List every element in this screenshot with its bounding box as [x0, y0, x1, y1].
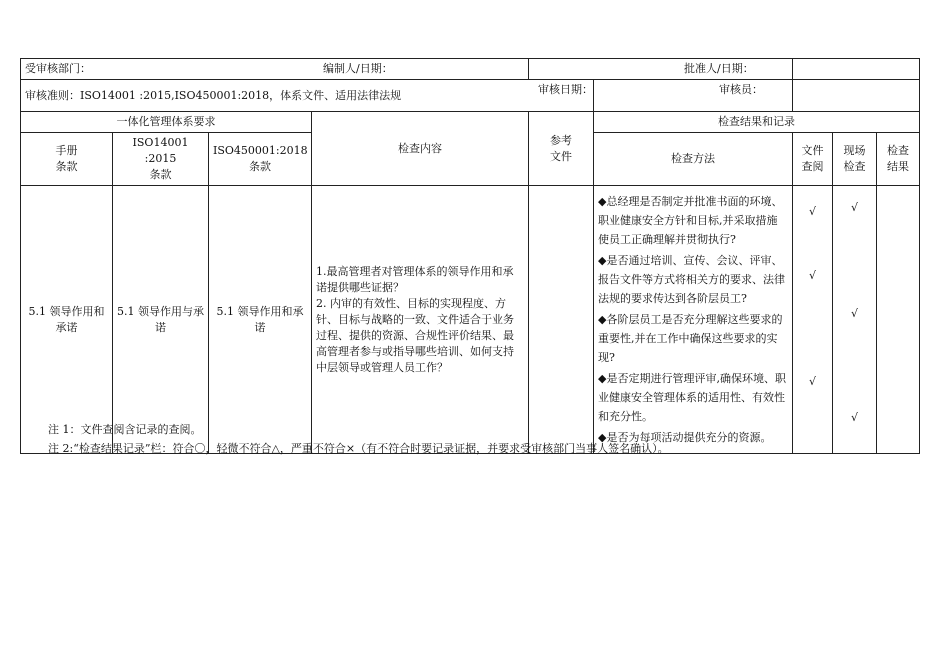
reference-docs-header: [529, 112, 594, 186]
iso45001-clause-label-1: ISO450001:2018: [213, 144, 308, 157]
doc-review-header: [793, 133, 833, 186]
method-item: ◆各阶层员工是否充分理解这些要求的重要性,并在工作中确保这些要求的实现?: [598, 313, 783, 364]
doc-review-label-1: 文件: [801, 144, 824, 157]
row-site-check-marks[interactable]: [833, 186, 877, 454]
check-mark-icon: √: [850, 307, 858, 320]
check-mark-icon: √: [850, 201, 858, 214]
row-manual-clause-text: 5.1 领导作用和承诺: [28, 304, 105, 334]
audit-checklist: [20, 58, 919, 454]
audit-criteria-label: 审核准则：ISO14001 :2015,ISO450001:2018，体系文件、适用法律法规: [25, 88, 402, 102]
check-mark-icon: √: [808, 375, 816, 388]
prepared-by-label: 编制人/日期：: [323, 62, 393, 75]
requirements-group-label: 一体化管理体系要求: [116, 115, 216, 128]
manual-clause-header: [21, 133, 113, 186]
method-item: ◆是否通过培训、宣传、会议、评审、报告文件等方式将相关方的要求、法律法规的要求传达到各阶层员工?: [598, 254, 785, 305]
check-mark-icon: √: [808, 205, 816, 218]
audit-table: [20, 58, 920, 454]
reference-docs-label-2: 文件: [550, 149, 572, 163]
reference-docs-label-1: 参考: [550, 133, 572, 147]
check-mark-icon: √: [850, 411, 858, 424]
check-method-header: [594, 133, 793, 186]
audited-dept-cell[interactable]: [21, 59, 529, 80]
footnotes: [48, 420, 908, 458]
iso45001-clause-label-2: 条款: [249, 160, 271, 173]
doc-review-label-2: 查阅: [801, 160, 824, 173]
site-check-label-1: 现场: [843, 144, 866, 157]
site-check-header: [833, 133, 877, 186]
site-check-label-2: 检查: [843, 160, 866, 173]
manual-clause-label-1: 手册: [55, 144, 78, 157]
results-group-header: [594, 112, 920, 133]
method-item: ◆是否定期进行管理评审,确保环境、职业健康安全管理体系的适用性、有效性和充分性。: [598, 372, 786, 423]
audit-criteria-cell: [21, 80, 594, 112]
check-result-label-1: 检查: [887, 144, 909, 157]
row-iso14001-clause: [113, 186, 209, 454]
check-method-label: 检查方法: [671, 152, 715, 165]
row-check-content-text: 1.最高管理者对管理体系的领导作用和承诺提供哪些证据？ 2. 内审的有效性、目标的实现程度、方针、目标与战略的一致、文件适合于业务过程、提供的资源、合规性评价结果、最高管理者参与或指导哪些培训、如何支持中层领导或管理人员工作？: [316, 264, 514, 374]
iso14001-clause-label-2: 条款: [149, 168, 172, 181]
check-content-label: 检查内容: [398, 141, 442, 155]
footnote-1: 注 1：文件查阅含记录的查阅。: [48, 423, 202, 436]
row-check-content: [312, 186, 529, 454]
check-mark-icon: √: [808, 269, 816, 282]
method-item: ◆总经理是否制定并批准书面的环境、职业健康安全方针和目标,并采取措施使员工正确理解并贯彻执行?: [598, 195, 783, 246]
approved-by-label: 批准人/日期：: [684, 62, 754, 75]
method-item: ◆是否为每项活动提供充分的资源。: [598, 431, 772, 444]
row-check-methods: [594, 186, 793, 454]
iso45001-clause-header: [209, 133, 312, 186]
iso14001-clause-header: [113, 133, 209, 186]
requirements-group-header: [21, 112, 312, 133]
iso14001-clause-label-1: ISO14001 :2015: [132, 136, 189, 165]
auditor-label: 审核员：: [719, 83, 763, 96]
row-iso45001-clause: [209, 186, 312, 454]
row-iso45001-clause-text: 5.1 领导作用和承诺: [216, 304, 304, 334]
results-group-label: 检查结果和记录: [718, 115, 795, 128]
audit-date-label: 审核日期：: [538, 83, 593, 96]
check-result-label-2: 结果: [887, 160, 909, 173]
audited-dept-label: 受审核部门：: [25, 62, 91, 75]
row-iso14001-clause-text: 5.1 领导作用与承诺: [117, 304, 204, 334]
row-manual-clause: [21, 186, 113, 454]
row-reference-docs[interactable]: [529, 186, 594, 454]
manual-clause-label-2: 条款: [55, 160, 78, 173]
footnote-2: 注 2:“检查结果记录”栏：符合〇，轻微不符合△，严重不符合×（有不符合时要记录证据，并要求受审核部门当事人签名确认）。: [48, 442, 669, 455]
auditor-cell[interactable]: [719, 80, 920, 112]
approved-by-cell[interactable]: [684, 59, 920, 80]
check-result-header: [877, 133, 920, 186]
row-check-result[interactable]: [877, 186, 920, 454]
row-doc-review-marks[interactable]: [793, 186, 833, 454]
check-content-header: [312, 112, 529, 186]
table-row: [21, 186, 920, 454]
